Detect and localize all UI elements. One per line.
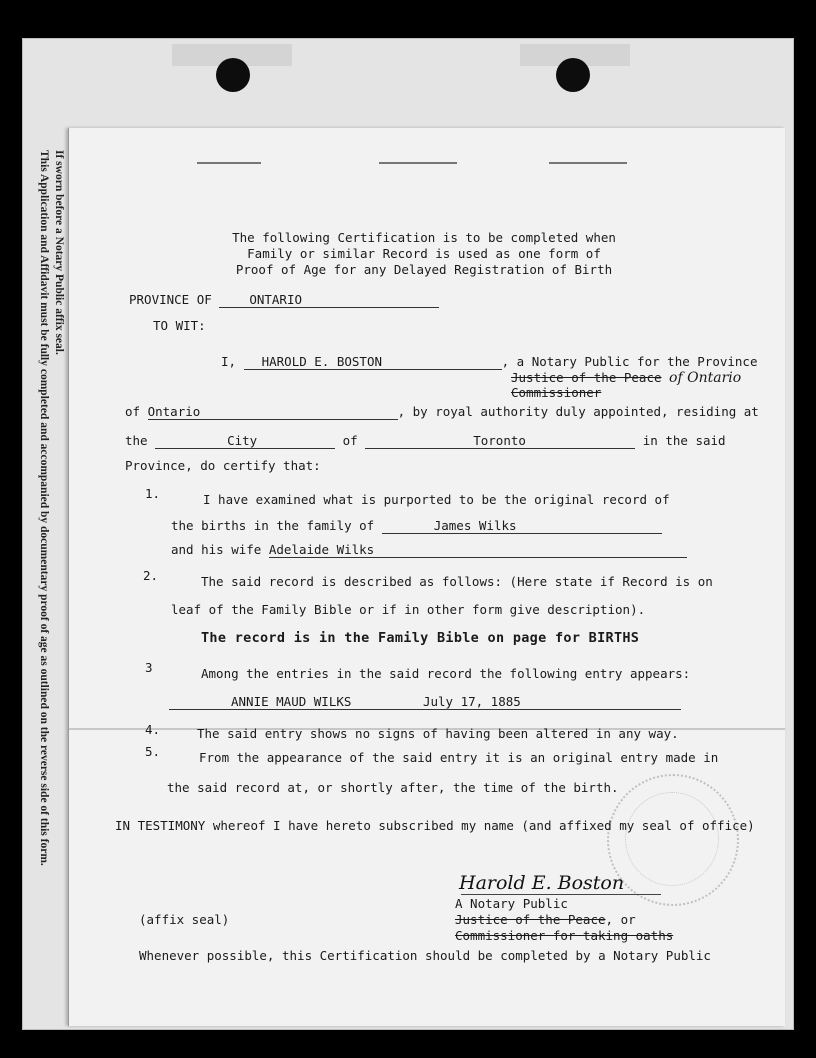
item1-wife-label: and his wife [171,542,262,557]
punch-hole [556,58,590,92]
of-value: Ontario [148,404,398,420]
father-name: James Wilks [382,518,662,534]
declarant-name: HAROLD E. BOSTON [244,354,502,370]
declarant-title-alt [511,370,741,386]
item1-line-c [171,542,687,558]
certification-heading [189,230,659,278]
declarant-title: Notary Public for the Province [531,354,758,369]
residence-row [125,404,759,420]
official-or: , or [605,912,636,927]
record-description: The record is in the Family Bible on page for BIRTHS [201,630,640,646]
item-number-2: 2. [143,568,159,583]
declarant-row [221,354,757,370]
to-wit: TO WIT: [153,318,206,333]
in-said: in the said [642,433,726,448]
certification-page [68,128,785,1026]
by-authority: , by royal authority duly appointed, residing at [397,404,759,419]
side-note-line2: This Application and Affidavit must be fully completed and accompanied by documentary proof of age as outlined on the reverse side of this form. [38,150,50,866]
official-struck-justice: Justice of the Peace [455,912,606,927]
fold-mark [197,162,261,164]
heading-line3: Proof of Age for any Delayed Registration of Birth [235,262,613,277]
entry-name: ANNIE MAUD WILKS [231,694,352,709]
item2-line-a: The said record is described as follows: (Here state if Record is on [201,574,713,589]
province-label: PROVINCE OF [129,292,212,307]
place-name: Toronto [365,433,635,449]
embossed-seal [607,774,739,906]
province-certify: Province, do certify that: [125,458,321,473]
official-struck-commissioner: Commissioner for taking oaths [455,928,674,943]
affix-seal: (affix seal) [139,912,230,927]
struck-commissioner: Commissioner [511,385,602,400]
heading-line1: The following Certification is to be completed when [232,230,616,245]
signature-line [461,894,661,895]
of-label: of [125,404,141,419]
item1-family-label: the births in the family of [171,518,375,533]
declarant-comma: , a [501,354,525,369]
footer-note: Whenever possible, this Certification should be completed by a Notary Public [139,948,711,963]
place-type: City [155,433,335,449]
item5-line-a: From the appearance of the said entry it is an original entry made in [199,750,719,765]
item1-line-b [171,518,662,534]
item4-line: The said entry shows no signs of having been altered in any way. [197,726,679,741]
item-number-3: 3 [145,660,153,675]
testimony: IN TESTIMONY whereof I have hereto subscribed my name (and affixed my seal of office) [115,818,755,833]
handwritten-of-ontario: of Ontario [669,370,742,386]
official-line1: A Notary Public [455,896,568,911]
struck-justice: Justice of the Peace [511,370,662,385]
province-value: ONTARIO [219,292,439,308]
item-number-5: 5. [145,744,161,759]
side-instructions [38,150,66,870]
mother-name: Adelaide Wilks [269,542,687,558]
official-line2 [455,912,636,927]
fold-mark [549,162,627,164]
declarant-intro: I, [221,354,237,369]
of2-label: of [342,433,358,448]
the-label: the [125,433,148,448]
signature: Harold E. Boston [459,872,625,894]
entry-date: July 17, 1885 [422,694,521,709]
item1-line-a: I have examined what is purported to be the original record of [203,492,670,507]
province-row [129,292,439,308]
punch-hole [216,58,250,92]
item-number-4: 4. [145,722,161,737]
fold-mark [379,162,457,164]
item5-line-b: the said record at, or shortly after, the time of the birth. [167,780,619,795]
heading-line2: Family or similar Record is used as one form of [247,246,601,261]
entry-row [169,694,681,710]
city-row [125,433,726,449]
side-note-line1: If sworn before a Notary Public affix seal. [53,150,65,355]
item3-line: Among the entries in the said record the following entry appears: [201,666,691,681]
item2-line-b: leaf of the Family Bible or if in other form give description). [171,602,646,617]
item-number-1: 1. [145,486,161,501]
